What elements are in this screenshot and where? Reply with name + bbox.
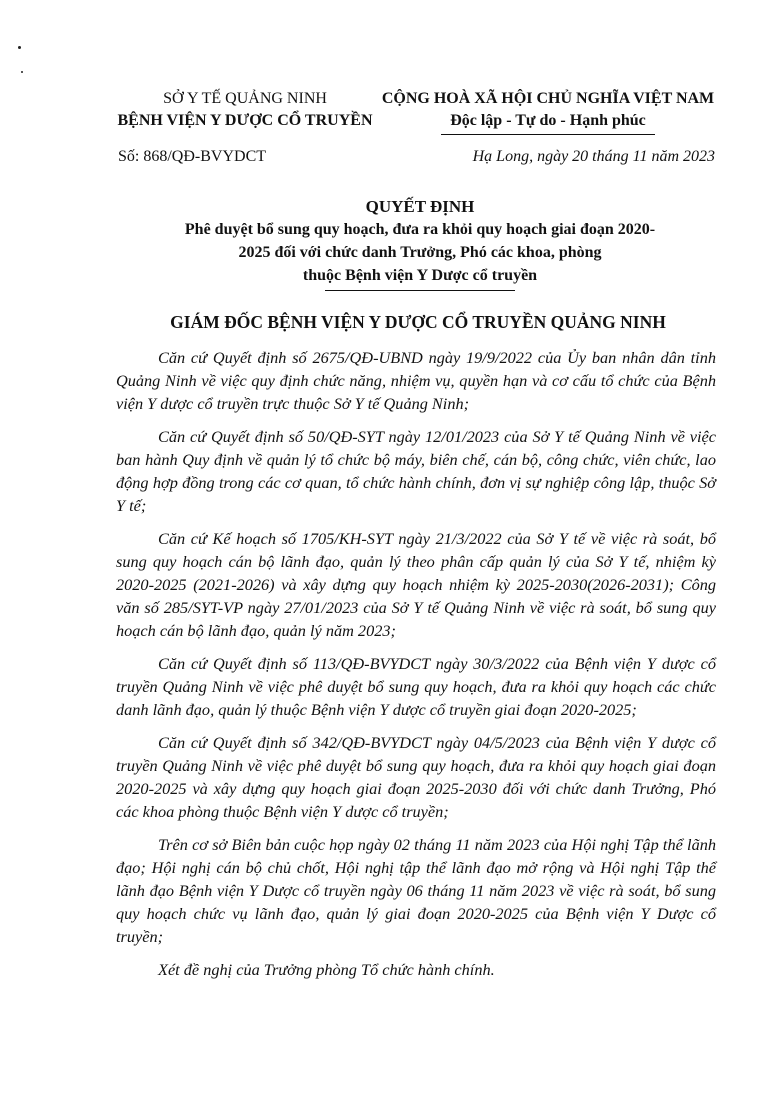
basis-paragraph: Căn cứ Quyết định số 113/QĐ-BVYDCT ngày 30/3/2022 của Bệnh viện Y dược cổ truyền Quảng Ninh về việc phê duyệt bổ sung quy hoạch, đưa ra khỏi quy hoạch các chức danh lãnh đạo, quản lý thuộc Bệnh viện Y dược cổ truyền giai đoạn 2020-2025;	[116, 654, 716, 719]
title-underline	[325, 290, 515, 291]
basis-paragraph: Trên cơ sở Biên bản cuộc họp ngày 02 tháng 11 năm 2023 của Hội nghị Tập thể lãnh đạo; Hội nghị cán bộ chủ chốt, Hội nghị tập thể lãnh đạo mở rộng và Hội nghị Tập thể lãnh đạo Bệnh viện Y Dược cổ truyền ngày 06 tháng 11 năm 2023 về việc rà soát, bổ sung quy hoạch chức vụ lãnh đạo, quản lý giai đoạn 2020-2025 của Bệnh viện Y Dược cổ truyền;	[116, 835, 716, 946]
subject-line-3: thuộc Bệnh viện Y Dược cổ truyền	[302, 267, 538, 284]
basis-paragraph: Căn cứ Quyết định số 2675/QĐ-UBND ngày 19/9/2022 của Ủy ban nhân dân tỉnh Quảng Ninh về việc quy định chức năng, nhiệm vụ, quyền hạn và cơ cấu tổ chức của Bệnh viện Y dược cổ truyền trực thuộc Sở Y tế Quảng Ninh;	[116, 348, 716, 413]
document-title-block	[120, 196, 720, 291]
issuing-agency-block	[110, 88, 380, 132]
document-number: Số: 868/QĐ-BVYDCT	[118, 148, 267, 165]
document-type: QUYẾT ĐỊNH	[365, 197, 475, 216]
issuing-agency: BỆNH VIỆN Y DƯỢC CỔ TRUYỀN	[117, 112, 373, 129]
basis-paragraph: Căn cứ Kế hoạch số 1705/KH-SYT ngày 21/3/2022 của Sở Y tế về việc rà soát, bổ sung quy hoạch cán bộ lãnh đạo, quản lý theo phân cấp quản lý của Sở Y tế, nhiệm kỳ 2020-2025 (2021-2026) và xây dựng quy hoạch nhiệm kỳ 2025-2030(2026-2031); Công văn số 285/SYT-VP ngày 27/01/2023 của Sở Y tế Quảng Ninh về việc rà soát, bổ sung quy hoạch cán bộ lãnh đạo, quản lý năm 2023;	[116, 529, 716, 640]
motto-underline	[441, 134, 655, 135]
issuing-authority: GIÁM ĐỐC BỆNH VIỆN Y DƯỢC CỔ TRUYỀN QUẢNG NINH	[170, 312, 666, 332]
basis-paragraph: Căn cứ Quyết định số 50/QĐ-SYT ngày 12/01/2023 của Sở Y tế Quảng Ninh về việc ban hành Quy định về quản lý tổ chức bộ máy, biên chế, cán bộ, công chức, viên chức, lao động hợp đồng trong các cơ quan, tổ chức hành chính, đơn vị sự nghiệp công lập, thuộc Sở Y tế;	[116, 427, 716, 515]
national-heading	[378, 88, 718, 135]
subject-line-1: Phê duyệt bổ sung quy hoạch, đưa ra khỏi quy hoạch giai đoạn 2020-	[184, 221, 656, 238]
scan-speck	[21, 71, 23, 73]
scan-speck	[18, 46, 21, 49]
basis-paragraph: Căn cứ Quyết định số 342/QĐ-BVYDCT ngày 04/5/2023 của Bệnh viện Y dược cổ truyền Quảng Ninh về việc phê duyệt bổ sung quy hoạch, đưa ra khỏi quy hoạch giai đoạn 2020-2025 và xây dựng quy hoạch giai đoạn 2025-2030 đối với chức danh Trưởng, Phó các khoa phòng thuộc Bệnh viện Y dược cổ truyền;	[116, 733, 716, 821]
proposal-paragraph: Xét đề nghị của Trưởng phòng Tổ chức hành chính.	[158, 960, 495, 979]
parent-agency: SỞ Y TẾ QUẢNG NINH	[163, 90, 327, 107]
place-and-date: Hạ Long, ngày 20 tháng 11 năm 2023	[472, 148, 715, 165]
subject-line-2: 2025 đối với chức danh Trưởng, Phó các khoa, phòng	[238, 244, 602, 261]
legal-basis-section	[116, 346, 716, 991]
nation-name: CỘNG HOÀ XÃ HỘI CHỦ NGHĨA VIỆT NAM	[381, 90, 715, 107]
national-motto: Độc lập - Tự do - Hạnh phúc	[450, 112, 646, 129]
